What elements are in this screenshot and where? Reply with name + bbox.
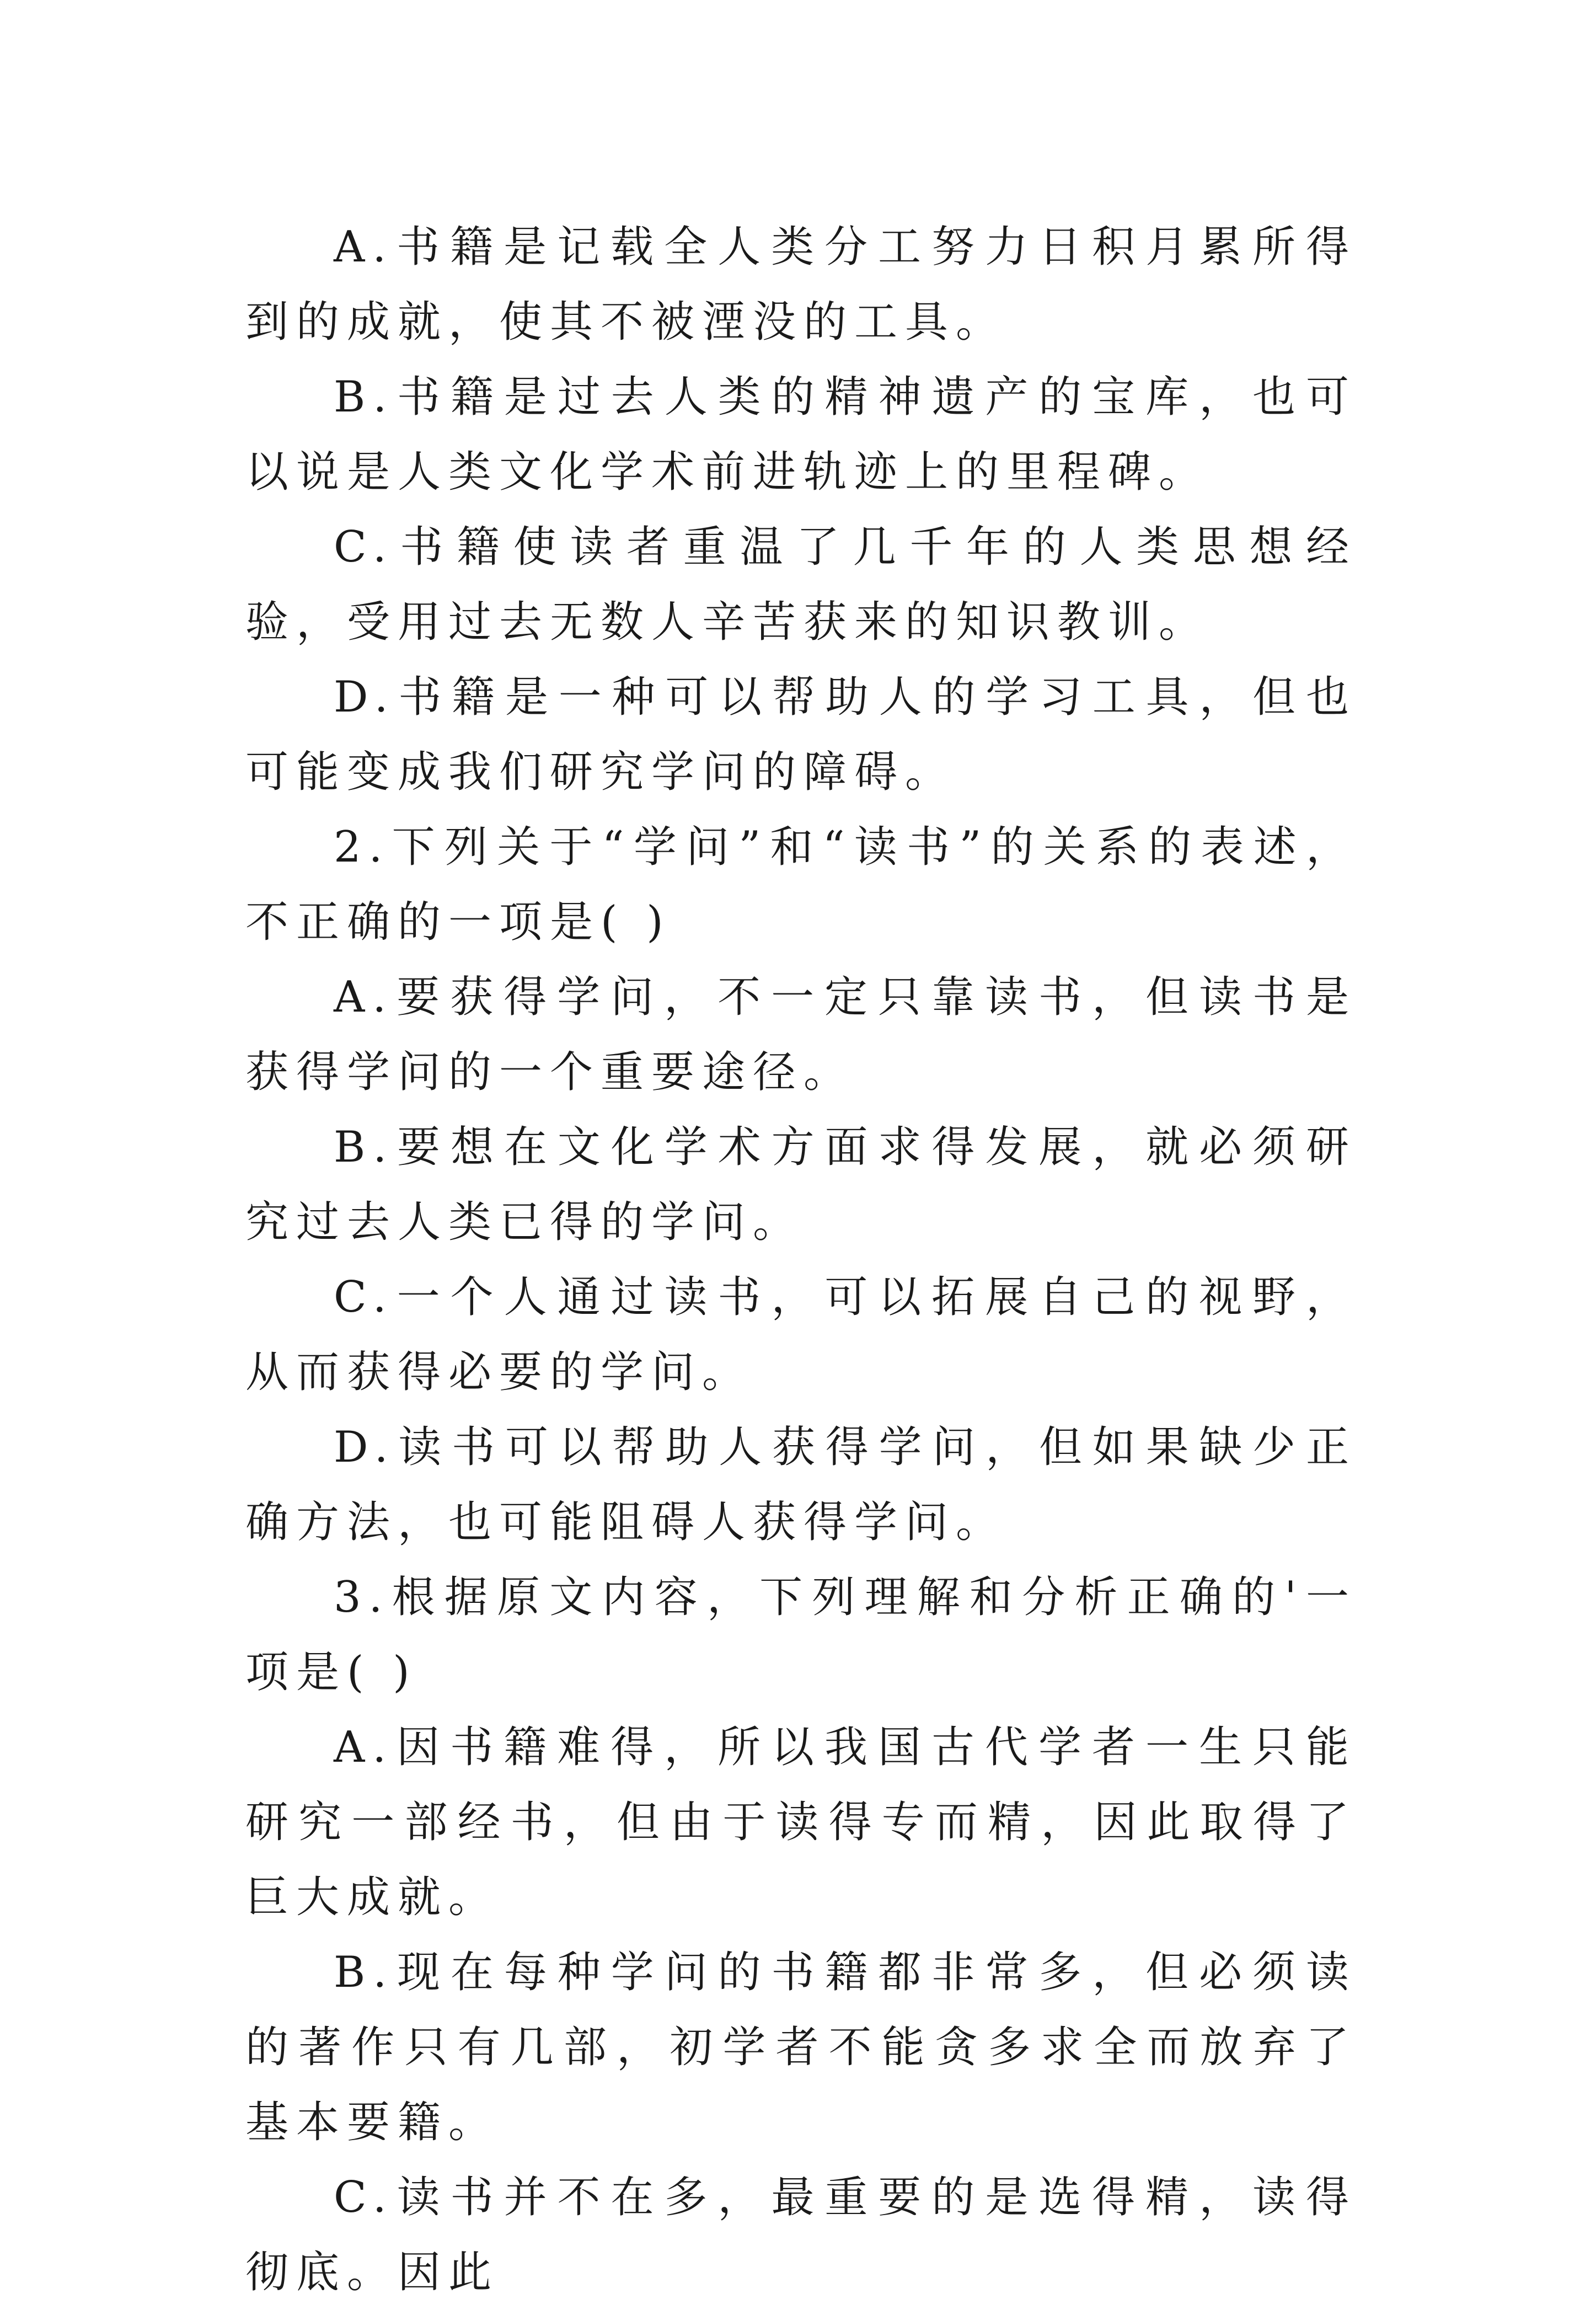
option-1b: B.书籍是过去人类的精神遗产的宝库，也可以说是人类文化学术前进轨迹上的里程碑。 <box>245 372 1357 497</box>
question-2: 2.下列关于“学问”和“读书”的关系的表述，不正确的一项是( ) <box>245 822 1357 947</box>
option-1a: A.书籍是记载全人类分工努力日积月累所得到的成就，使其不被湮没的工具。 <box>245 222 1357 347</box>
option-1d: D.书籍是一种可以帮助人的学习工具，但也可能变成我们研究学问的障碍。 <box>245 672 1357 797</box>
option-2b: B.要想在文化学术方面求得发展，就必须研究过去人类已得的学问。 <box>245 1122 1357 1247</box>
option-3b: B.现在每种学问的书籍都非常多，但必须读的著作只有几部，初学者不能贪多求全而放弃了基本要籍。 <box>245 1948 1357 2147</box>
option-2c: C.一个人通过读书，可以拓展自己的视野，从而获得必要的学问。 <box>245 1272 1357 1397</box>
option-3c: C.读书并不在多，最重要的是选得精，读得彻底。因此 <box>245 2173 1357 2297</box>
question-3: 3.根据原文内容，下列理解和分析正确的'一项是( ) <box>245 1573 1357 1697</box>
document-page <box>245 210 1357 2310</box>
option-2d: D.读书可以帮助人获得学问，但如果缺少正确方法，也可能阻碍人获得学问。 <box>245 1423 1357 1547</box>
option-2a: A.要获得学问，不一定只靠读书，但读书是获得学问的一个重要途径。 <box>245 972 1357 1097</box>
option-1c: C.书籍使读者重温了几千年的人类思想经验，受用过去无数人辛苦获来的知识教训。 <box>245 522 1357 647</box>
option-3a: A.因书籍难得，所以我国古代学者一生只能研究一部经书，但由于读得专而精，因此取得了巨大成就。 <box>245 1723 1357 1922</box>
